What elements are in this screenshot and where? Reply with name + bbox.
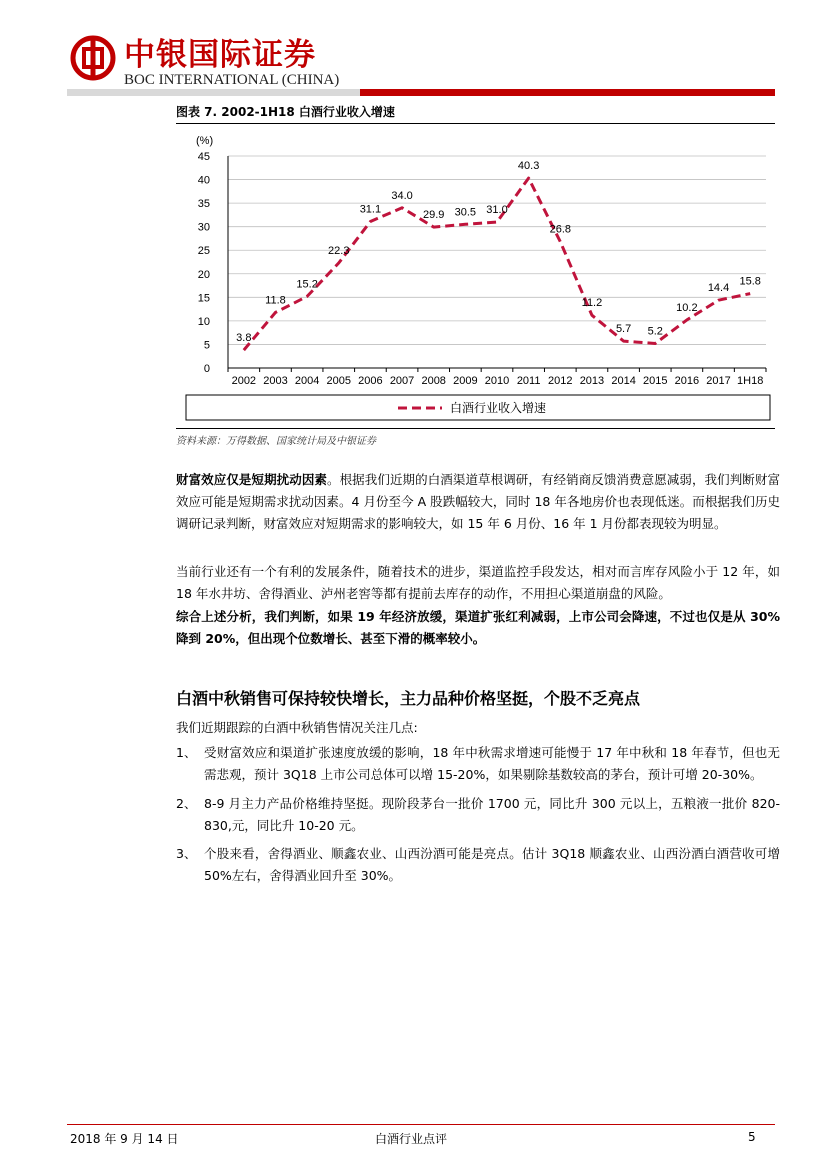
chart-axes bbox=[196, 135, 766, 387]
data-label: 15.8 bbox=[739, 275, 761, 288]
x-tick-label: 2012 bbox=[548, 375, 573, 387]
data-label: 11.8 bbox=[265, 294, 286, 307]
data-label: 31.0 bbox=[486, 203, 508, 216]
section-intro: 我们近期跟踪的白酒中秋销售情况关注几点: bbox=[176, 720, 418, 735]
list-item-number: 1、 bbox=[176, 745, 197, 760]
x-tick-label: 2006 bbox=[358, 375, 383, 387]
list-item-text: 8-9 月主力产品价格维持坚挺。现阶段茅台一批价 1700 元，同比升 300 元以上，五粮液一批价 820-830,元，同比升 10-20 元。 bbox=[204, 796, 780, 833]
source-rule bbox=[176, 428, 775, 429]
data-label: 14.4 bbox=[707, 282, 730, 295]
x-tick-label: 2004 bbox=[294, 375, 320, 387]
paragraph-channel: 当前行业还有一个有利的发展条件，随着技术的进步，渠道监控手段发达，相对而言库存风险小于 12 年，如 18 年水井坊、舍得酒业、泸州老窖等都有提前去库存的动作，不用担心渠道崩盘的风险。 bbox=[176, 564, 780, 601]
footer-rule bbox=[67, 1124, 775, 1125]
chart-legend bbox=[186, 395, 770, 420]
legend-label: 白酒行业收入增速 bbox=[450, 401, 547, 415]
y-tick-label: 40 bbox=[197, 174, 210, 187]
y-tick-label: 35 bbox=[197, 198, 210, 211]
y-tick-label: 15 bbox=[197, 292, 210, 305]
data-label: 15.2 bbox=[296, 278, 318, 291]
chart-data-labels bbox=[236, 160, 761, 344]
list-item bbox=[176, 793, 780, 837]
footer-date: 2018 年 9 月 14 日 bbox=[70, 1132, 179, 1146]
list-item-text: 个股来看，舍得酒业、顺鑫农业、山西汾酒可能是亮点。估计 3Q18 顺鑫农业、山西汾酒白酒营收可增 50%左右，舍得酒业回升至 30%。 bbox=[204, 846, 780, 883]
data-label: 34.0 bbox=[391, 189, 413, 202]
x-tick-label: 2002 bbox=[231, 375, 257, 387]
figure-title: 图表 7. 2002-1H18 白酒行业收入增速 bbox=[176, 105, 395, 119]
list-item bbox=[176, 843, 780, 887]
x-tick-label: 2015 bbox=[642, 375, 668, 387]
data-label: 5.7 bbox=[615, 323, 632, 336]
data-label: 30.5 bbox=[454, 206, 477, 219]
data-label: 40.3 bbox=[517, 160, 540, 173]
figure-source: 资料来源：万得数据、国家统计局及中银证券 bbox=[176, 436, 376, 447]
y-tick-label: 5 bbox=[203, 339, 210, 352]
paragraph-lead: 财富效应仅是短期扰动因素 bbox=[176, 472, 328, 487]
x-tick-label: 2005 bbox=[326, 375, 352, 387]
paragraph-wealth-effect bbox=[176, 469, 780, 535]
brand-name-en: BOC INTERNATIONAL (CHINA) bbox=[124, 72, 340, 88]
figure-rule bbox=[176, 123, 775, 124]
brand-name-cn: 中银国际证券 bbox=[124, 37, 316, 73]
x-tick-label: 2014 bbox=[611, 375, 636, 387]
x-tick-label: 2009 bbox=[453, 375, 478, 387]
y-tick-label: 0 bbox=[203, 363, 210, 375]
page-number: 5 bbox=[748, 1130, 756, 1144]
y-tick-label: 45 bbox=[197, 151, 210, 163]
x-tick-label: 2010 bbox=[484, 375, 510, 387]
list-item-number: 3、 bbox=[176, 846, 197, 861]
y-tick-label: 20 bbox=[197, 268, 210, 281]
x-tick-label: 2007 bbox=[389, 375, 415, 387]
x-tick-label: 2013 bbox=[579, 375, 605, 387]
list-item bbox=[176, 742, 780, 786]
x-tick-label: 2011 bbox=[516, 375, 541, 387]
y-axis-label: (%) bbox=[196, 135, 214, 147]
data-label: 22.3 bbox=[328, 244, 350, 257]
list-item-text: 受财富效应和渠道扩张速度放缓的影响，18 年中秋需求增速可能慢于 17 年中秋和 18 年春节，但也无需悲观，预计 3Q18 上市公司总体可以增 15-20%，如果剔除基数较高的茅台，预计可增 20-30%。 bbox=[204, 745, 780, 782]
data-label: 3.8 bbox=[236, 332, 252, 345]
header-bar-red bbox=[360, 89, 775, 96]
y-tick-label: 30 bbox=[197, 221, 210, 234]
x-tick-label: 2017 bbox=[706, 375, 731, 387]
data-label: 29.9 bbox=[422, 209, 445, 222]
y-tick-label: 10 bbox=[197, 315, 210, 328]
data-label: 10.2 bbox=[676, 301, 698, 314]
data-label: 26.8 bbox=[549, 223, 572, 236]
x-tick-label: 2003 bbox=[263, 375, 288, 387]
paragraph-body: 。根据我们近期的白酒渠道草根调研，有经销商反馈消费意愿减弱，我们判断财富效应可能是短期需求扰动因素。4 月份至今 A 股跌幅较大，同时 18 年各地房价也表现低迷。而根据我们历史调研记录判断，财富效应对短期需求的影响较大，如 15 年 6 月份、16 年 1 月份都表现较为明显。 bbox=[176, 472, 780, 531]
section-title: 白酒中秋销售可保持较快增长，主力品种价格坚挺，个股不乏亮点 bbox=[176, 689, 641, 708]
x-tick-label: 2016 bbox=[674, 375, 700, 387]
y-tick-label: 25 bbox=[197, 245, 210, 258]
data-label: 5.2 bbox=[647, 325, 663, 338]
logo bbox=[70, 35, 116, 81]
x-tick-label: 1H18 bbox=[737, 375, 764, 387]
line-chart bbox=[176, 128, 775, 426]
paragraph-conclusion: 综合上述分析，我们判断，如果 19 年经济放缓，渠道扩张红利减弱，上市公司会降速，不过也仅是从 30%降到 20%，但出现个位数增长、甚至下滑的概率较小。 bbox=[176, 609, 780, 646]
list-item-number: 2、 bbox=[176, 796, 197, 811]
data-label: 31.1 bbox=[359, 203, 382, 216]
chart-grid bbox=[228, 156, 766, 344]
data-label: 11.2 bbox=[581, 297, 603, 310]
x-tick-label: 2008 bbox=[421, 375, 446, 387]
footer-title: 白酒行业点评 bbox=[375, 1132, 448, 1146]
